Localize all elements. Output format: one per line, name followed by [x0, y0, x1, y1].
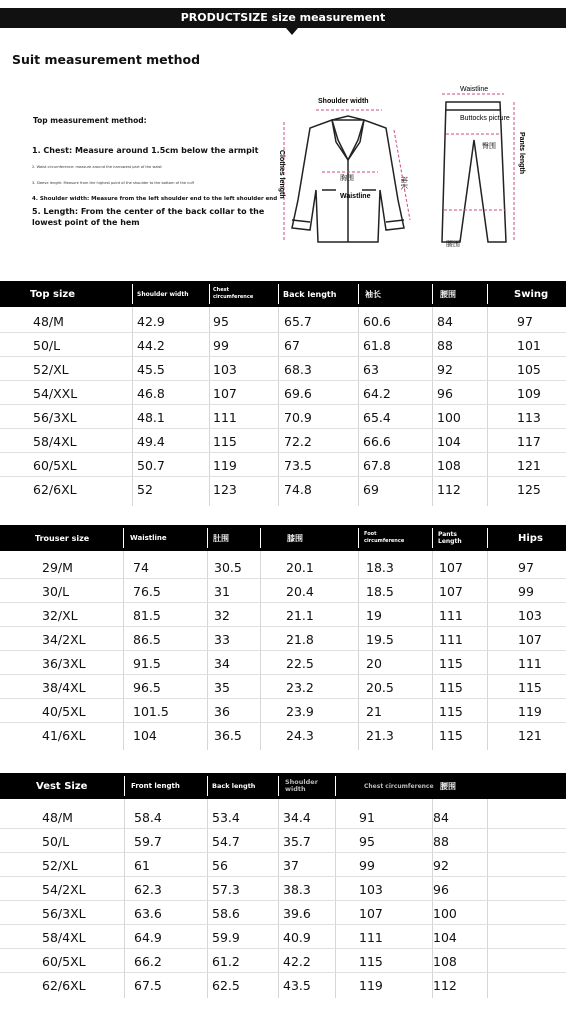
- top-header-sleeve: 袖长: [365, 289, 381, 299]
- value-cell: 97: [518, 559, 534, 575]
- size-cell: 52/XL: [33, 361, 69, 377]
- value-cell: 107: [439, 559, 463, 575]
- value-cell: 111: [439, 607, 463, 623]
- value-cell: 92: [437, 361, 453, 377]
- value-cell: 99: [359, 857, 375, 873]
- value-cell: 62.3: [134, 881, 162, 897]
- table-row: [0, 805, 566, 829]
- table-row: [0, 627, 566, 651]
- value-cell: 108: [437, 457, 461, 473]
- value-cell: 99: [213, 337, 229, 353]
- trouser-header-knee: 膝围: [287, 533, 303, 543]
- header-divider: [358, 284, 359, 304]
- vest-table-header: [0, 773, 566, 799]
- value-cell: 91: [359, 809, 375, 825]
- value-cell: 21.3: [366, 727, 394, 743]
- method-intro: Top measurement method:: [33, 116, 147, 125]
- top-header-waist: 腰围: [440, 289, 456, 299]
- value-cell: 96: [437, 385, 453, 401]
- value-cell: 107: [439, 583, 463, 599]
- value-cell: 92: [433, 857, 449, 873]
- value-cell: 84: [437, 313, 453, 329]
- method-step-chest: 1. Chest: Measure around 1.5cm below the armpit: [32, 146, 259, 155]
- value-cell: 76.5: [133, 583, 161, 599]
- value-cell: 20.5: [366, 679, 394, 695]
- size-cell: 48/M: [42, 809, 73, 825]
- value-cell: 40.9: [283, 929, 311, 945]
- value-cell: 72.2: [284, 433, 312, 449]
- value-cell: 111: [359, 929, 383, 945]
- value-cell: 111: [213, 409, 237, 425]
- value-cell: 119: [359, 977, 383, 993]
- pants-outline: [442, 102, 506, 242]
- value-cell: 64.9: [134, 929, 162, 945]
- size-cell: 32/XL: [42, 607, 78, 623]
- top-header-chest: Chest circumference: [213, 287, 254, 300]
- header-divider: [358, 528, 359, 548]
- top-header-size: Top size: [30, 288, 75, 300]
- value-cell: 59.9: [212, 929, 240, 945]
- header-divider: [260, 528, 261, 548]
- value-cell: 100: [437, 409, 461, 425]
- value-cell: 91.5: [133, 655, 161, 671]
- buttocks-label: Buttocks picture: [460, 115, 510, 122]
- value-cell: 52: [137, 481, 153, 497]
- value-cell: 18.3: [366, 559, 394, 575]
- table-row: [0, 651, 566, 675]
- value-cell: 68.3: [284, 361, 312, 377]
- table-row: [0, 333, 566, 357]
- value-cell: 73.5: [284, 457, 312, 473]
- value-cell: 74.8: [284, 481, 312, 497]
- value-cell: 105: [517, 361, 541, 377]
- value-cell: 43.5: [283, 977, 311, 993]
- value-cell: 74: [133, 559, 149, 575]
- chest-label: 胸围: [340, 174, 354, 182]
- value-cell: 61: [134, 857, 150, 873]
- value-cell: 44.2: [137, 337, 165, 353]
- top-header-swing: Swing: [514, 288, 549, 300]
- top-header-shoulder: Shoulder width: [137, 290, 189, 298]
- value-cell: 95: [213, 313, 229, 329]
- trouser-table-header: [0, 525, 566, 551]
- value-cell: 23.9: [286, 703, 314, 719]
- value-cell: 123: [213, 481, 237, 497]
- clothes-length-label: Clothes length: [278, 150, 285, 199]
- table-row: [0, 429, 566, 453]
- table-row: [0, 949, 566, 973]
- value-cell: 61.2: [212, 953, 240, 969]
- method-step-sleeve: 3. Sleeve length: Measure from the highest point of the shoulder to the bottom of the cuff: [32, 181, 194, 185]
- size-cell: 38/4XL: [42, 679, 86, 695]
- value-cell: 115: [439, 655, 463, 671]
- garment-sketch: [270, 80, 530, 250]
- value-cell: 66.6: [363, 433, 391, 449]
- value-cell: 46.8: [137, 385, 165, 401]
- value-cell: 18.5: [366, 583, 394, 599]
- value-cell: 65.4: [363, 409, 391, 425]
- value-cell: 104: [433, 929, 457, 945]
- header-banner: [0, 8, 566, 28]
- value-cell: 103: [518, 607, 542, 623]
- table-row: [0, 723, 566, 747]
- value-cell: 57.3: [212, 881, 240, 897]
- value-cell: 125: [517, 481, 541, 497]
- size-cell: 29/M: [42, 559, 73, 575]
- value-cell: 23.2: [286, 679, 314, 695]
- method-step-length: 5. Length: From the center of the back collar to the lowest point of the hem: [32, 207, 265, 227]
- size-cell: 50/L: [33, 337, 61, 353]
- value-cell: 115: [518, 679, 542, 695]
- value-cell: 88: [437, 337, 453, 353]
- trouser-header-waist: Waistline: [130, 533, 167, 542]
- value-cell: 96.5: [133, 679, 161, 695]
- value-cell: 115: [439, 679, 463, 695]
- value-cell: 21.1: [286, 607, 314, 623]
- value-cell: 67.5: [134, 977, 162, 993]
- value-cell: 34: [214, 655, 230, 671]
- value-cell: 119: [518, 703, 542, 719]
- header-divider: [432, 528, 433, 548]
- size-cell: 30/L: [42, 583, 70, 599]
- value-cell: 62.5: [212, 977, 240, 993]
- value-cell: 35.7: [283, 833, 311, 849]
- size-cell: 58/4XL: [42, 929, 86, 945]
- value-cell: 38.3: [283, 881, 311, 897]
- value-cell: 35: [214, 679, 230, 695]
- value-cell: 107: [518, 631, 542, 647]
- value-cell: 66.2: [134, 953, 162, 969]
- vest-header-back-length: Back length: [212, 781, 256, 790]
- value-cell: 20.1: [286, 559, 314, 575]
- table-row: [0, 829, 566, 853]
- trouser-header-size: Trouser size: [35, 533, 90, 543]
- sleeve-label: 袖长: [400, 176, 408, 190]
- value-cell: 121: [517, 457, 541, 473]
- size-cell: 54/XXL: [33, 385, 78, 401]
- value-cell: 20.4: [286, 583, 314, 599]
- header-divider: [432, 284, 433, 304]
- value-cell: 33: [214, 631, 230, 647]
- value-cell: 67.8: [363, 457, 391, 473]
- value-cell: 115: [439, 727, 463, 743]
- value-cell: 111: [518, 655, 542, 671]
- size-cell: 50/L: [42, 833, 70, 849]
- value-cell: 49.4: [137, 433, 165, 449]
- banner-title: PRODUCTSIZE size measurement: [180, 11, 386, 24]
- value-cell: 88: [433, 833, 449, 849]
- table-row: [0, 357, 566, 381]
- table-row: [0, 405, 566, 429]
- value-cell: 36: [214, 703, 230, 719]
- value-cell: 103: [359, 881, 383, 897]
- top-header-back-length: Back length: [283, 289, 337, 299]
- table-row: [0, 453, 566, 477]
- header-divider: [209, 284, 210, 304]
- value-cell: 31: [214, 583, 230, 599]
- value-cell: 109: [517, 385, 541, 401]
- table-row: [0, 901, 566, 925]
- value-cell: 30.5: [214, 559, 242, 575]
- value-cell: 67: [284, 337, 300, 353]
- header-divider: [335, 776, 336, 796]
- header-divider: [123, 528, 124, 548]
- value-cell: 45.5: [137, 361, 165, 377]
- table-row: [0, 925, 566, 949]
- value-cell: 39.6: [283, 905, 311, 921]
- size-cell: 60/5XL: [42, 953, 86, 969]
- value-cell: 121: [518, 727, 542, 743]
- table-row: [0, 973, 566, 997]
- value-cell: 60.6: [363, 313, 391, 329]
- header-divider: [278, 776, 279, 796]
- trouser-header-foot: Foot circumference: [364, 531, 405, 544]
- value-cell: 54.7: [212, 833, 240, 849]
- trouser-header-hips: Hips: [518, 532, 543, 544]
- value-cell: 58.6: [212, 905, 240, 921]
- hip-label: 臀围: [482, 142, 496, 150]
- header-divider: [132, 284, 133, 304]
- value-cell: 107: [359, 905, 383, 921]
- value-cell: 42.2: [283, 953, 311, 969]
- pants-length-label: Pants length: [518, 132, 525, 175]
- size-cell: 52/XL: [42, 857, 78, 873]
- size-cell: 60/5XL: [33, 457, 77, 473]
- table-row: [0, 309, 566, 333]
- trouser-header-belly: 肚围: [213, 533, 229, 543]
- value-cell: 113: [517, 409, 541, 425]
- value-cell: 34.4: [283, 809, 311, 825]
- value-cell: 63.6: [134, 905, 162, 921]
- value-cell: 61.8: [363, 337, 391, 353]
- size-cell: 62/6XL: [33, 481, 77, 497]
- method-step-shoulder: 4. Shoulder width: Measure from the left shoulder end to the left shoulder end: [32, 196, 278, 202]
- method-step-waist: 2. Waist circumference: measure around the narrowest part of the waist: [32, 165, 162, 169]
- value-cell: 97: [517, 313, 533, 329]
- value-cell: 115: [359, 953, 383, 969]
- value-cell: 96: [433, 881, 449, 897]
- value-cell: 32: [214, 607, 230, 623]
- size-cell: 56/3XL: [33, 409, 77, 425]
- value-cell: 112: [433, 977, 457, 993]
- value-cell: 112: [437, 481, 461, 497]
- table-row: [0, 877, 566, 901]
- value-cell: 53.4: [212, 809, 240, 825]
- table-row: [0, 853, 566, 877]
- method-title: Suit measurement method: [12, 52, 201, 67]
- value-cell: 37: [283, 857, 299, 873]
- value-cell: 81.5: [133, 607, 161, 623]
- value-cell: 56: [212, 857, 228, 873]
- trouser-header-pants-length: Pants Length: [438, 531, 462, 545]
- size-cell: 54/2XL: [42, 881, 86, 897]
- size-cell: 41/6XL: [42, 727, 86, 743]
- measurement-diagram: [270, 80, 530, 254]
- value-cell: 22.5: [286, 655, 314, 671]
- value-cell: 84: [433, 809, 449, 825]
- table-row: [0, 675, 566, 699]
- value-cell: 21: [366, 703, 382, 719]
- waistline-jacket-label: Waistline: [340, 193, 371, 200]
- header-divider: [207, 776, 208, 796]
- value-cell: 50.7: [137, 457, 165, 473]
- size-cell: 56/3XL: [42, 905, 86, 921]
- trouser-size-table: [0, 525, 566, 755]
- value-cell: 101: [517, 337, 541, 353]
- size-cell: 34/2XL: [42, 631, 86, 647]
- header-divider: [124, 776, 125, 796]
- table-row: [0, 555, 566, 579]
- header-divider: [487, 284, 488, 304]
- value-cell: 42.9: [137, 313, 165, 329]
- header-divider: [278, 284, 279, 304]
- value-cell: 103: [213, 361, 237, 377]
- value-cell: 99: [518, 583, 534, 599]
- table-row: [0, 699, 566, 723]
- value-cell: 104: [437, 433, 461, 449]
- value-cell: 101.5: [133, 703, 169, 719]
- value-cell: 24.3: [286, 727, 314, 743]
- value-cell: 70.9: [284, 409, 312, 425]
- value-cell: 95: [359, 833, 375, 849]
- knee-label: 腰围: [446, 240, 460, 248]
- value-cell: 107: [213, 385, 237, 401]
- size-cell: 48/M: [33, 313, 64, 329]
- value-cell: 69: [363, 481, 379, 497]
- top-table-header: [0, 281, 566, 307]
- value-cell: 108: [433, 953, 457, 969]
- vest-header-chest: Chest circumference: [364, 782, 434, 790]
- banner-notch: [286, 28, 298, 35]
- value-cell: 48.1: [137, 409, 165, 425]
- value-cell: 21.8: [286, 631, 314, 647]
- size-cell: 40/5XL: [42, 703, 86, 719]
- value-cell: 117: [517, 433, 541, 449]
- vest-header-shoulder: Shoulder width: [285, 778, 318, 793]
- value-cell: 100: [433, 905, 457, 921]
- value-cell: 19: [366, 607, 382, 623]
- value-cell: 65.7: [284, 313, 312, 329]
- value-cell: 63: [363, 361, 379, 377]
- value-cell: 19.5: [366, 631, 394, 647]
- table-row: [0, 477, 566, 501]
- value-cell: 115: [213, 433, 237, 449]
- vest-header-waist: 腰围: [440, 781, 456, 791]
- top-size-table: [0, 281, 566, 511]
- pants-waistline-label: Waistline: [460, 86, 489, 93]
- value-cell: 86.5: [133, 631, 161, 647]
- shoulder-label: Shoulder width: [318, 98, 369, 105]
- vest-header-size: Vest Size: [36, 780, 88, 792]
- header-divider: [487, 528, 488, 548]
- vest-size-table: [0, 773, 566, 1003]
- value-cell: 20: [366, 655, 382, 671]
- value-cell: 58.4: [134, 809, 162, 825]
- vest-header-front-length: Front length: [131, 781, 180, 790]
- table-row: [0, 381, 566, 405]
- value-cell: 111: [439, 631, 463, 647]
- size-cell: 36/3XL: [42, 655, 86, 671]
- value-cell: 59.7: [134, 833, 162, 849]
- value-cell: 64.2: [363, 385, 391, 401]
- value-cell: 115: [439, 703, 463, 719]
- size-cell: 58/4XL: [33, 433, 77, 449]
- table-row: [0, 579, 566, 603]
- value-cell: 69.6: [284, 385, 312, 401]
- value-cell: 119: [213, 457, 237, 473]
- value-cell: 36.5: [214, 727, 242, 743]
- size-cell: 62/6XL: [42, 977, 86, 993]
- header-divider: [207, 528, 208, 548]
- table-row: [0, 603, 566, 627]
- value-cell: 104: [133, 727, 157, 743]
